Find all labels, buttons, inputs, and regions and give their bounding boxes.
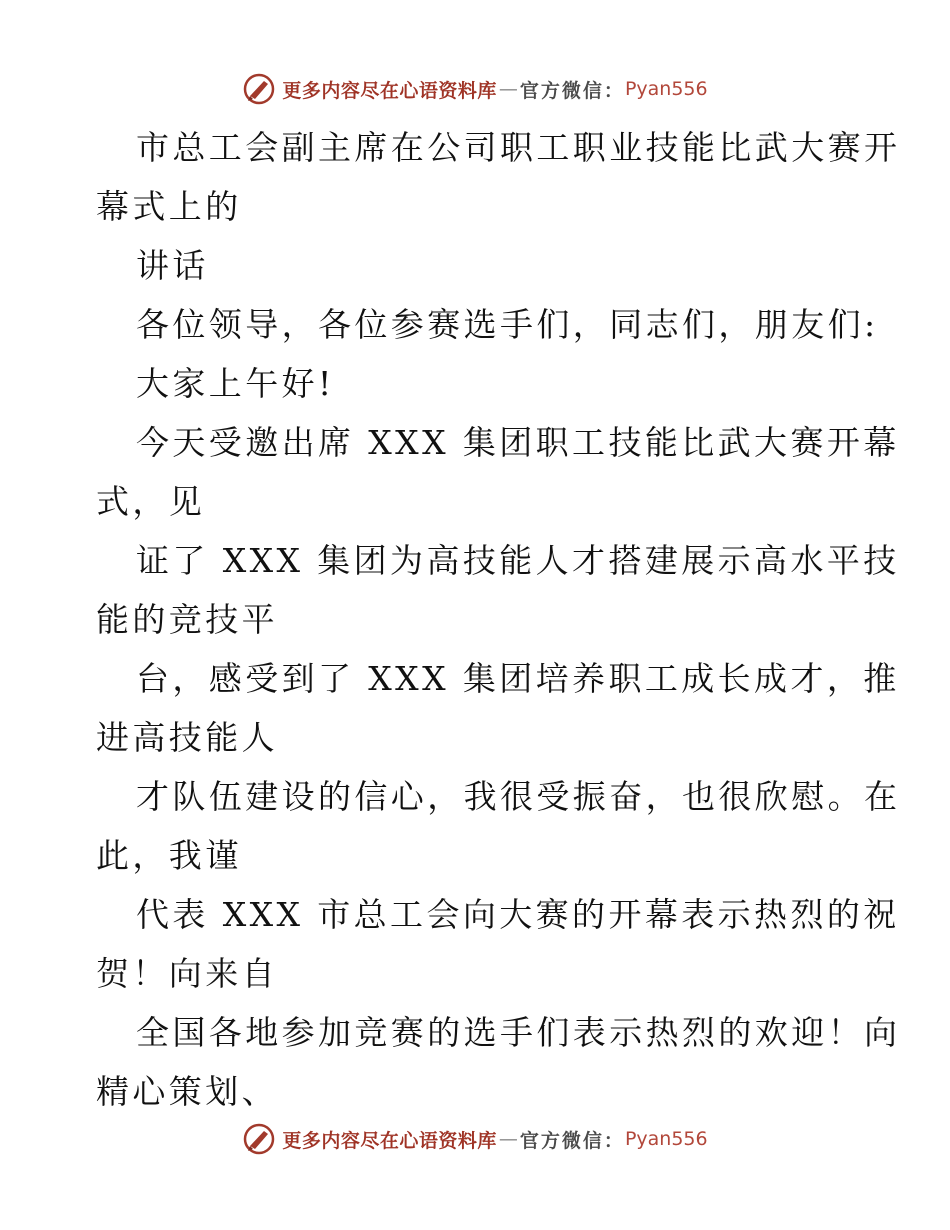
watermark-dash: — xyxy=(498,1128,518,1150)
text-line: 能的竞技平 xyxy=(96,600,278,639)
pen-logo-icon xyxy=(242,72,276,106)
text-line: 全国各地参加竞赛的选手们表示热烈的欢迎！向 xyxy=(136,1013,901,1052)
text-line: 式，见 xyxy=(96,482,206,521)
text-line: 台，感受到了 XXX 集团培养职工成长成才，推 xyxy=(136,659,900,698)
text-line: 代表 XXX 市总工会向大赛的开幕表示热烈的祝 xyxy=(136,895,900,934)
text-line: 贺！向来自 xyxy=(96,954,278,993)
text-line: 才队伍建设的信心，我很受振奋，也很欣慰。在 xyxy=(136,777,901,816)
text-line: 幕式上的 xyxy=(96,187,242,226)
watermark-wechat-id: Pyan556 xyxy=(624,1128,708,1150)
text-line: 今天受邀出席 XXX 集团职工技能比武大赛开幕 xyxy=(136,423,900,462)
document-body xyxy=(96,118,901,1121)
watermark-text: 更多内容尽在心语资料库 xyxy=(282,1129,497,1152)
text-line: 此，我谨 xyxy=(96,836,242,875)
header-watermark xyxy=(0,72,950,106)
text-line: 讲话 xyxy=(136,246,209,285)
watermark-official: 官方微信： xyxy=(519,79,625,102)
footer-watermark xyxy=(0,1122,950,1156)
text-line: 进高技能人 xyxy=(96,718,278,757)
watermark-wechat-id: Pyan556 xyxy=(624,78,708,100)
text-line: 各位领导，各位参赛选手们，同志们，朋友们: xyxy=(136,305,879,344)
pen-logo-icon xyxy=(242,1122,276,1156)
text-line: 证了 XXX 集团为高技能人才搭建展示高水平技 xyxy=(136,541,900,580)
text-line: 大家上午好! xyxy=(136,364,335,403)
text-line: 市总工会副主席在公司职工职业技能比武大赛开 xyxy=(136,128,901,167)
text-line: 精心策划、 xyxy=(96,1072,278,1111)
watermark-official: 官方微信： xyxy=(519,1129,625,1152)
watermark-text: 更多内容尽在心语资料库 xyxy=(282,79,497,102)
watermark-dash: — xyxy=(498,78,518,100)
